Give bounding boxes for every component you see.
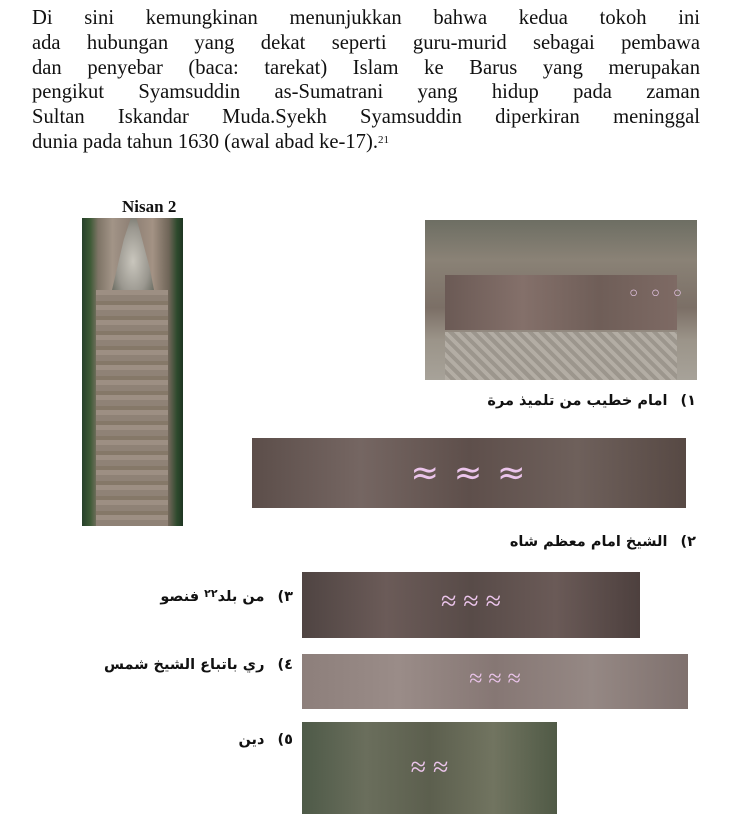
inscription-marks: ≈ ≈ ≈ bbox=[440, 586, 502, 617]
carved-panel bbox=[445, 332, 677, 380]
caption-3 bbox=[160, 589, 293, 605]
caption-text: امام خطيب من تلميذ مرة bbox=[487, 393, 668, 409]
inscription-photo-4 bbox=[302, 654, 688, 709]
paragraph-line: ada hubungan yang dekat seperti guru-murid sebagai pembawa bbox=[32, 31, 700, 54]
gravestone-top bbox=[112, 218, 154, 290]
caption-number: ٥) bbox=[277, 732, 293, 748]
inscription-marks: ≈ ≈ bbox=[410, 752, 449, 783]
paragraph-line: pengikut Syamsuddin as-Sumatrani yang hidup pada zaman bbox=[32, 81, 700, 104]
paragraph-line: Di sini kemungkinan menunjukkan bahwa kedua tokoh ini bbox=[32, 7, 700, 29]
caption-text: ري باتباع الشيخ شمس bbox=[104, 657, 265, 673]
inscription-photo-3 bbox=[302, 572, 640, 638]
caption-number: ٢) bbox=[680, 534, 696, 550]
caption-number: ١) bbox=[680, 393, 696, 409]
footnote-ref: 21 bbox=[377, 133, 389, 146]
inscription-marks: ≈ ≈ ≈ bbox=[410, 453, 528, 493]
caption-number: ٣) bbox=[277, 589, 293, 605]
caption-text: دين bbox=[238, 732, 265, 748]
gravestone-photo bbox=[82, 218, 183, 526]
inscription-marks: ≈ ≈ ≈ bbox=[469, 666, 521, 692]
caption-text-pre: من بلد bbox=[217, 589, 265, 605]
gravestone-body bbox=[96, 290, 168, 526]
caption-5 bbox=[239, 732, 294, 748]
paragraph-line-text: dunia pada tahun 1630 (awal abad ke-17). bbox=[32, 130, 378, 153]
caption-1 bbox=[487, 393, 696, 409]
caption-2 bbox=[510, 534, 696, 550]
inscription-photo-2 bbox=[252, 438, 686, 508]
caption-4 bbox=[104, 657, 293, 673]
caption-number: ٤) bbox=[277, 657, 293, 673]
nisan-label: Nisan 2 bbox=[122, 197, 177, 216]
inscription-marks: ◦ ◦ ◦ bbox=[627, 282, 685, 307]
paragraph-line: Sultan Iskandar Muda.Syekh Syamsuddin diperkiran meninggal bbox=[32, 106, 700, 129]
paragraph-line-last bbox=[32, 130, 700, 155]
caption-text-post: فنصو bbox=[160, 589, 200, 605]
footnote-ref: ٢٢ bbox=[204, 587, 218, 600]
inscription-photo-1 bbox=[425, 220, 697, 380]
paragraph-line: dan penyebar (baca: tarekat) Islam ke Barus yang merupakan bbox=[32, 56, 700, 79]
inscription-photo-5 bbox=[302, 722, 557, 814]
caption-text: الشيخ امام معظم شاه bbox=[509, 534, 668, 550]
body-paragraph bbox=[32, 6, 700, 155]
